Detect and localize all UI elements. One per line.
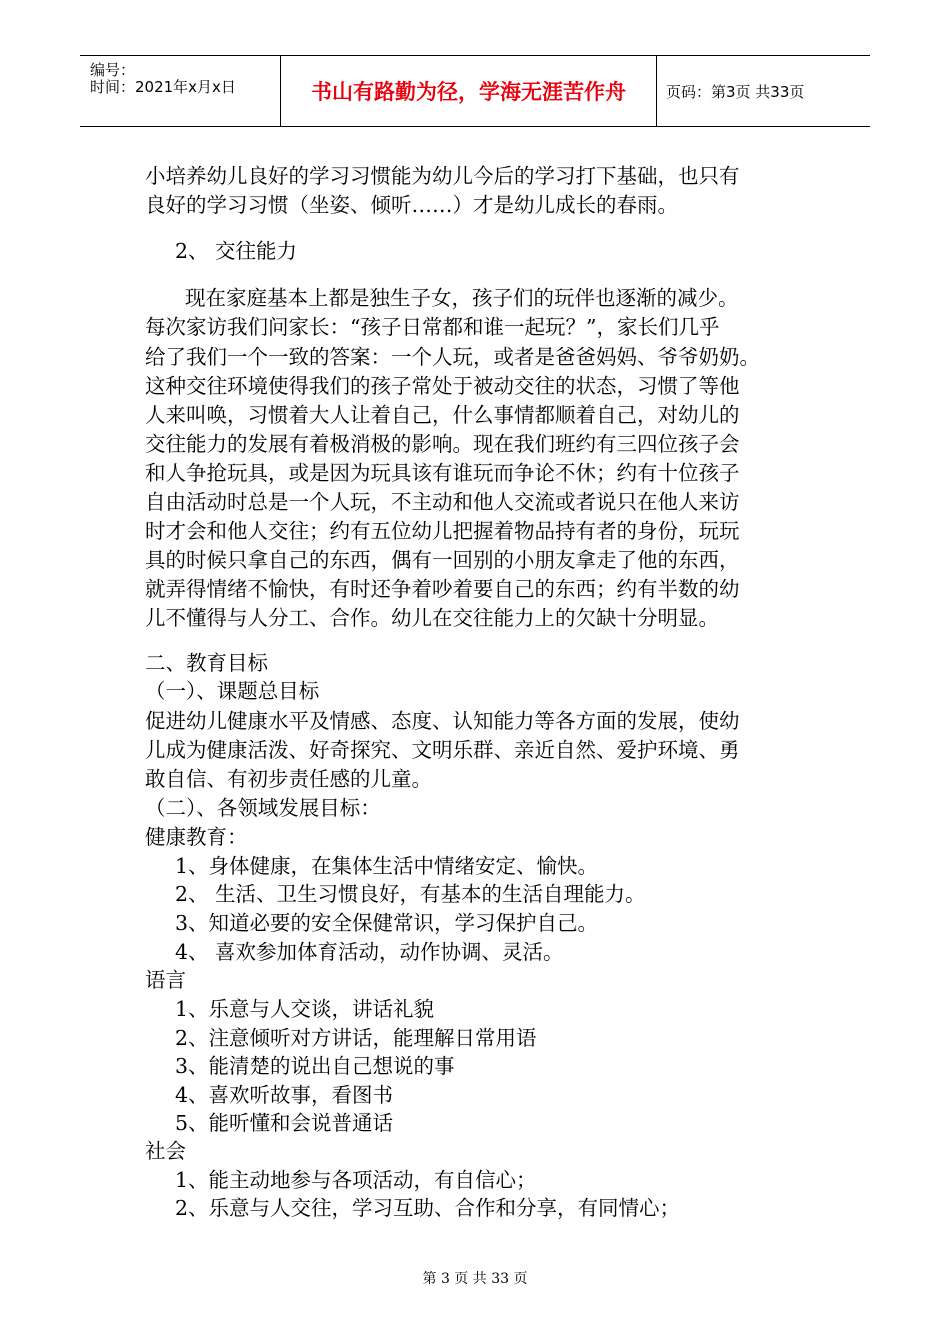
paragraph-line: 交往能力的发展有着极消极的影响。现在我们班约有三四位孩子会: [145, 432, 740, 456]
paragraph-line: 良好的学习习惯（坐姿、倾听……）才是幼儿成长的春雨。: [145, 193, 678, 217]
paragraph-line: 每次家访我们问家长：“孩子日常都和谁一起玩？”，家长们几乎: [145, 315, 720, 339]
paragraph-line: 儿不懂得与人分工、合作。幼儿在交往能力上的欠缺十分明显。: [145, 606, 719, 630]
page-footer: 第 3 页 共 33 页: [422, 1271, 528, 1287]
paragraph-line: 具的时候只拿自己的东西，偶有一回别的小朋友拿走了他的东西，: [145, 548, 740, 572]
list-item: 2、 生活、卫生习惯良好，有基本的生活自理能力。: [175, 882, 646, 906]
paragraph-line: 和人争抢玩具，或是因为玩具该有谁玩而争论不休；约有十位孩子: [145, 461, 740, 485]
paragraph-line: 敢自信、有初步责任感的儿童。: [145, 767, 432, 791]
doc-date: 时间：2021年x月x日: [90, 78, 236, 96]
domain-heading-health: 健康教育：: [145, 825, 248, 849]
list-item: 3、知道必要的安全保健常识，学习保护自己。: [175, 911, 599, 935]
paragraph-line: 小培养幼儿良好的学习习惯能为幼儿今后的学习打下基础，也只有: [145, 164, 740, 188]
header-motto-cell: [280, 56, 657, 126]
list-item: 1、身体健康，在集体生活中情绪安定、愉快。: [175, 854, 599, 878]
header-page-cell: [656, 56, 870, 126]
subsection-heading: （一）、课题总目标: [145, 679, 320, 703]
header-meta: [80, 56, 280, 126]
doc-number-label: 编号：: [90, 61, 136, 79]
list-item: 2、乐意与人交往，学习互助、合作和分享，有同情心；: [175, 1196, 681, 1220]
header-motto: 书山有路勤为径，学海无涯苦作舟: [311, 80, 626, 104]
list-item: 4、 喜欢参加体育活动，动作协调、灵活。: [175, 940, 564, 964]
list-item: 4、喜欢听故事，看图书: [175, 1083, 394, 1107]
paragraph-line: 这种交往环境使得我们的孩子常处于被动交往的状态，习惯了等他: [145, 374, 740, 398]
paragraph-line: 给了我们一个一致的答案：一个人玩，或者是爸爸妈妈、爷爷奶奶。: [145, 345, 760, 369]
domain-heading-society: 社会: [145, 1139, 186, 1163]
paragraph-line: 儿成为健康活泼、好奇探究、文明乐群、亲近自然、爱护环境、勇: [145, 738, 740, 762]
paragraph-line: 自由活动时总是一个人玩，不主动和他人交流或者说只在他人来访: [145, 490, 740, 514]
paragraph-line: 时才会和他人交往；约有五位幼儿把握着物品持有者的身份，玩玩: [145, 519, 740, 543]
paragraph-line: 就弄得情绪不愉快，有时还争着吵着要自己的东西；约有半数的幼: [145, 577, 740, 601]
list-item: 3、能清楚的说出自己想说的事: [175, 1054, 455, 1078]
list-item: 1、乐意与人交谈，讲话礼貌: [175, 997, 435, 1021]
list-item: 2、注意倾听对方讲话，能理解日常用语: [175, 1026, 537, 1050]
section-heading: 2、 交往能力: [175, 239, 298, 263]
paragraph-line: 人来叫唤，习惯着大人让着自己，什么事情都顺着自己，对幼儿的: [145, 403, 740, 427]
header-page-info: 页码：第3页 共33页: [666, 82, 805, 101]
paragraph-line: 促进幼儿健康水平及情感、态度、认知能力等各方面的发展，使幼: [145, 709, 740, 733]
list-item: 5、能听懂和会说普通话: [175, 1111, 394, 1135]
paragraph-line: 现在家庭基本上都是独生子女，孩子们的玩伴也逐渐的减少。: [185, 286, 739, 310]
subsection-heading: （二）、各领域发展目标：: [145, 796, 381, 820]
domain-heading-language: 语言: [145, 968, 186, 992]
page-header: [80, 55, 870, 127]
list-item: 1、能主动地参与各项活动，有自信心；: [175, 1168, 537, 1192]
section-heading: 二、教育目标: [145, 651, 268, 675]
